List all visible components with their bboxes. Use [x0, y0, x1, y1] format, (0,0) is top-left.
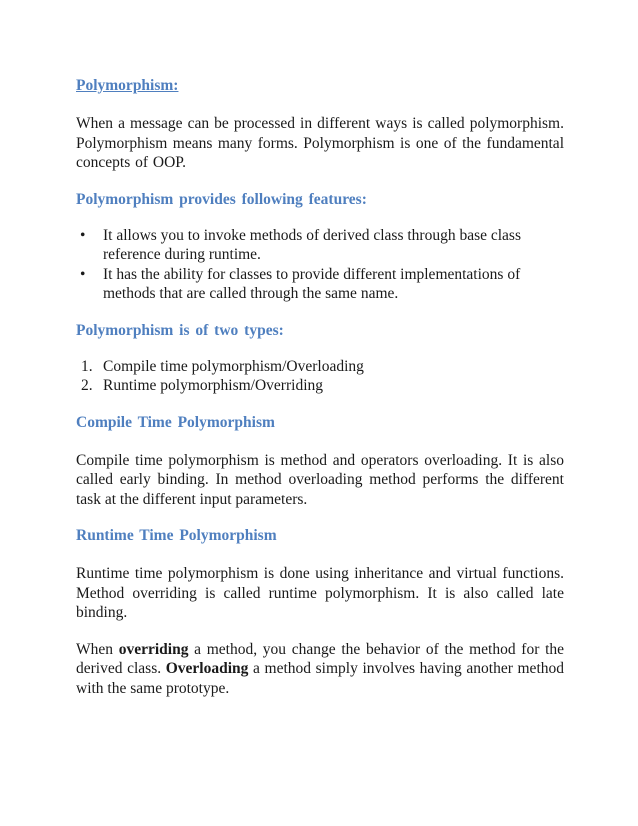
- overriding-paragraph: [76, 640, 564, 699]
- list-item: [76, 376, 543, 396]
- bullet-icon: •: [80, 265, 86, 283]
- types-list: [76, 357, 564, 396]
- feature-text: It has the ability for classes to provide different implementations of methods that are called through the same name.: [103, 265, 521, 302]
- compile-time-paragraph: Compile time polymorphism is method and operators overloading. It is also called early binding. In method overloading method performs the different task at the different input parameters.: [76, 451, 564, 508]
- list-item: [76, 265, 543, 304]
- type-text: Runtime polymorphism/Overriding: [103, 377, 323, 394]
- list-item: [76, 226, 543, 265]
- runtime-heading: Runtime Time Polymorphism: [76, 527, 277, 544]
- overriding-term: overriding: [118, 640, 189, 658]
- document-page: [76, 70, 564, 698]
- list-item: [76, 357, 543, 377]
- document-title: Polymorphism:: [76, 77, 179, 94]
- type-text: Compile time polymorphism/Overloading: [103, 357, 364, 375]
- features-heading: Polymorphism provides following features:: [76, 190, 367, 208]
- features-list: [76, 226, 564, 304]
- bullet-icon: •: [80, 226, 86, 244]
- intro-paragraph: When a message can be processed in different ways is called polymorphism. Polymorphism means many forms. Polymorphism is one of the fundamental concepts of OOP.: [76, 115, 564, 171]
- compile-time-heading: Compile Time Polymorphism: [76, 413, 275, 431]
- runtime-paragraph: Runtime time polymorphism is done using inheritance and virtual functions. Method overriding is called runtime polymorphism. It is also called late binding.: [76, 565, 564, 621]
- feature-text: It allows you to invoke methods of derived class through base class reference during runtime.: [103, 226, 521, 263]
- list-number: 1.: [81, 357, 93, 375]
- overloading-term: Overloading: [165, 660, 249, 677]
- final-text-1: When: [76, 640, 119, 658]
- final-text-2: a method, you change the behavior of the method for the derived class.: [76, 640, 565, 677]
- final-text-3: a method simply involves having another method with the same prototype.: [76, 660, 564, 697]
- types-heading: Polymorphism is of two types:: [76, 321, 284, 339]
- list-number: 2.: [81, 377, 93, 394]
